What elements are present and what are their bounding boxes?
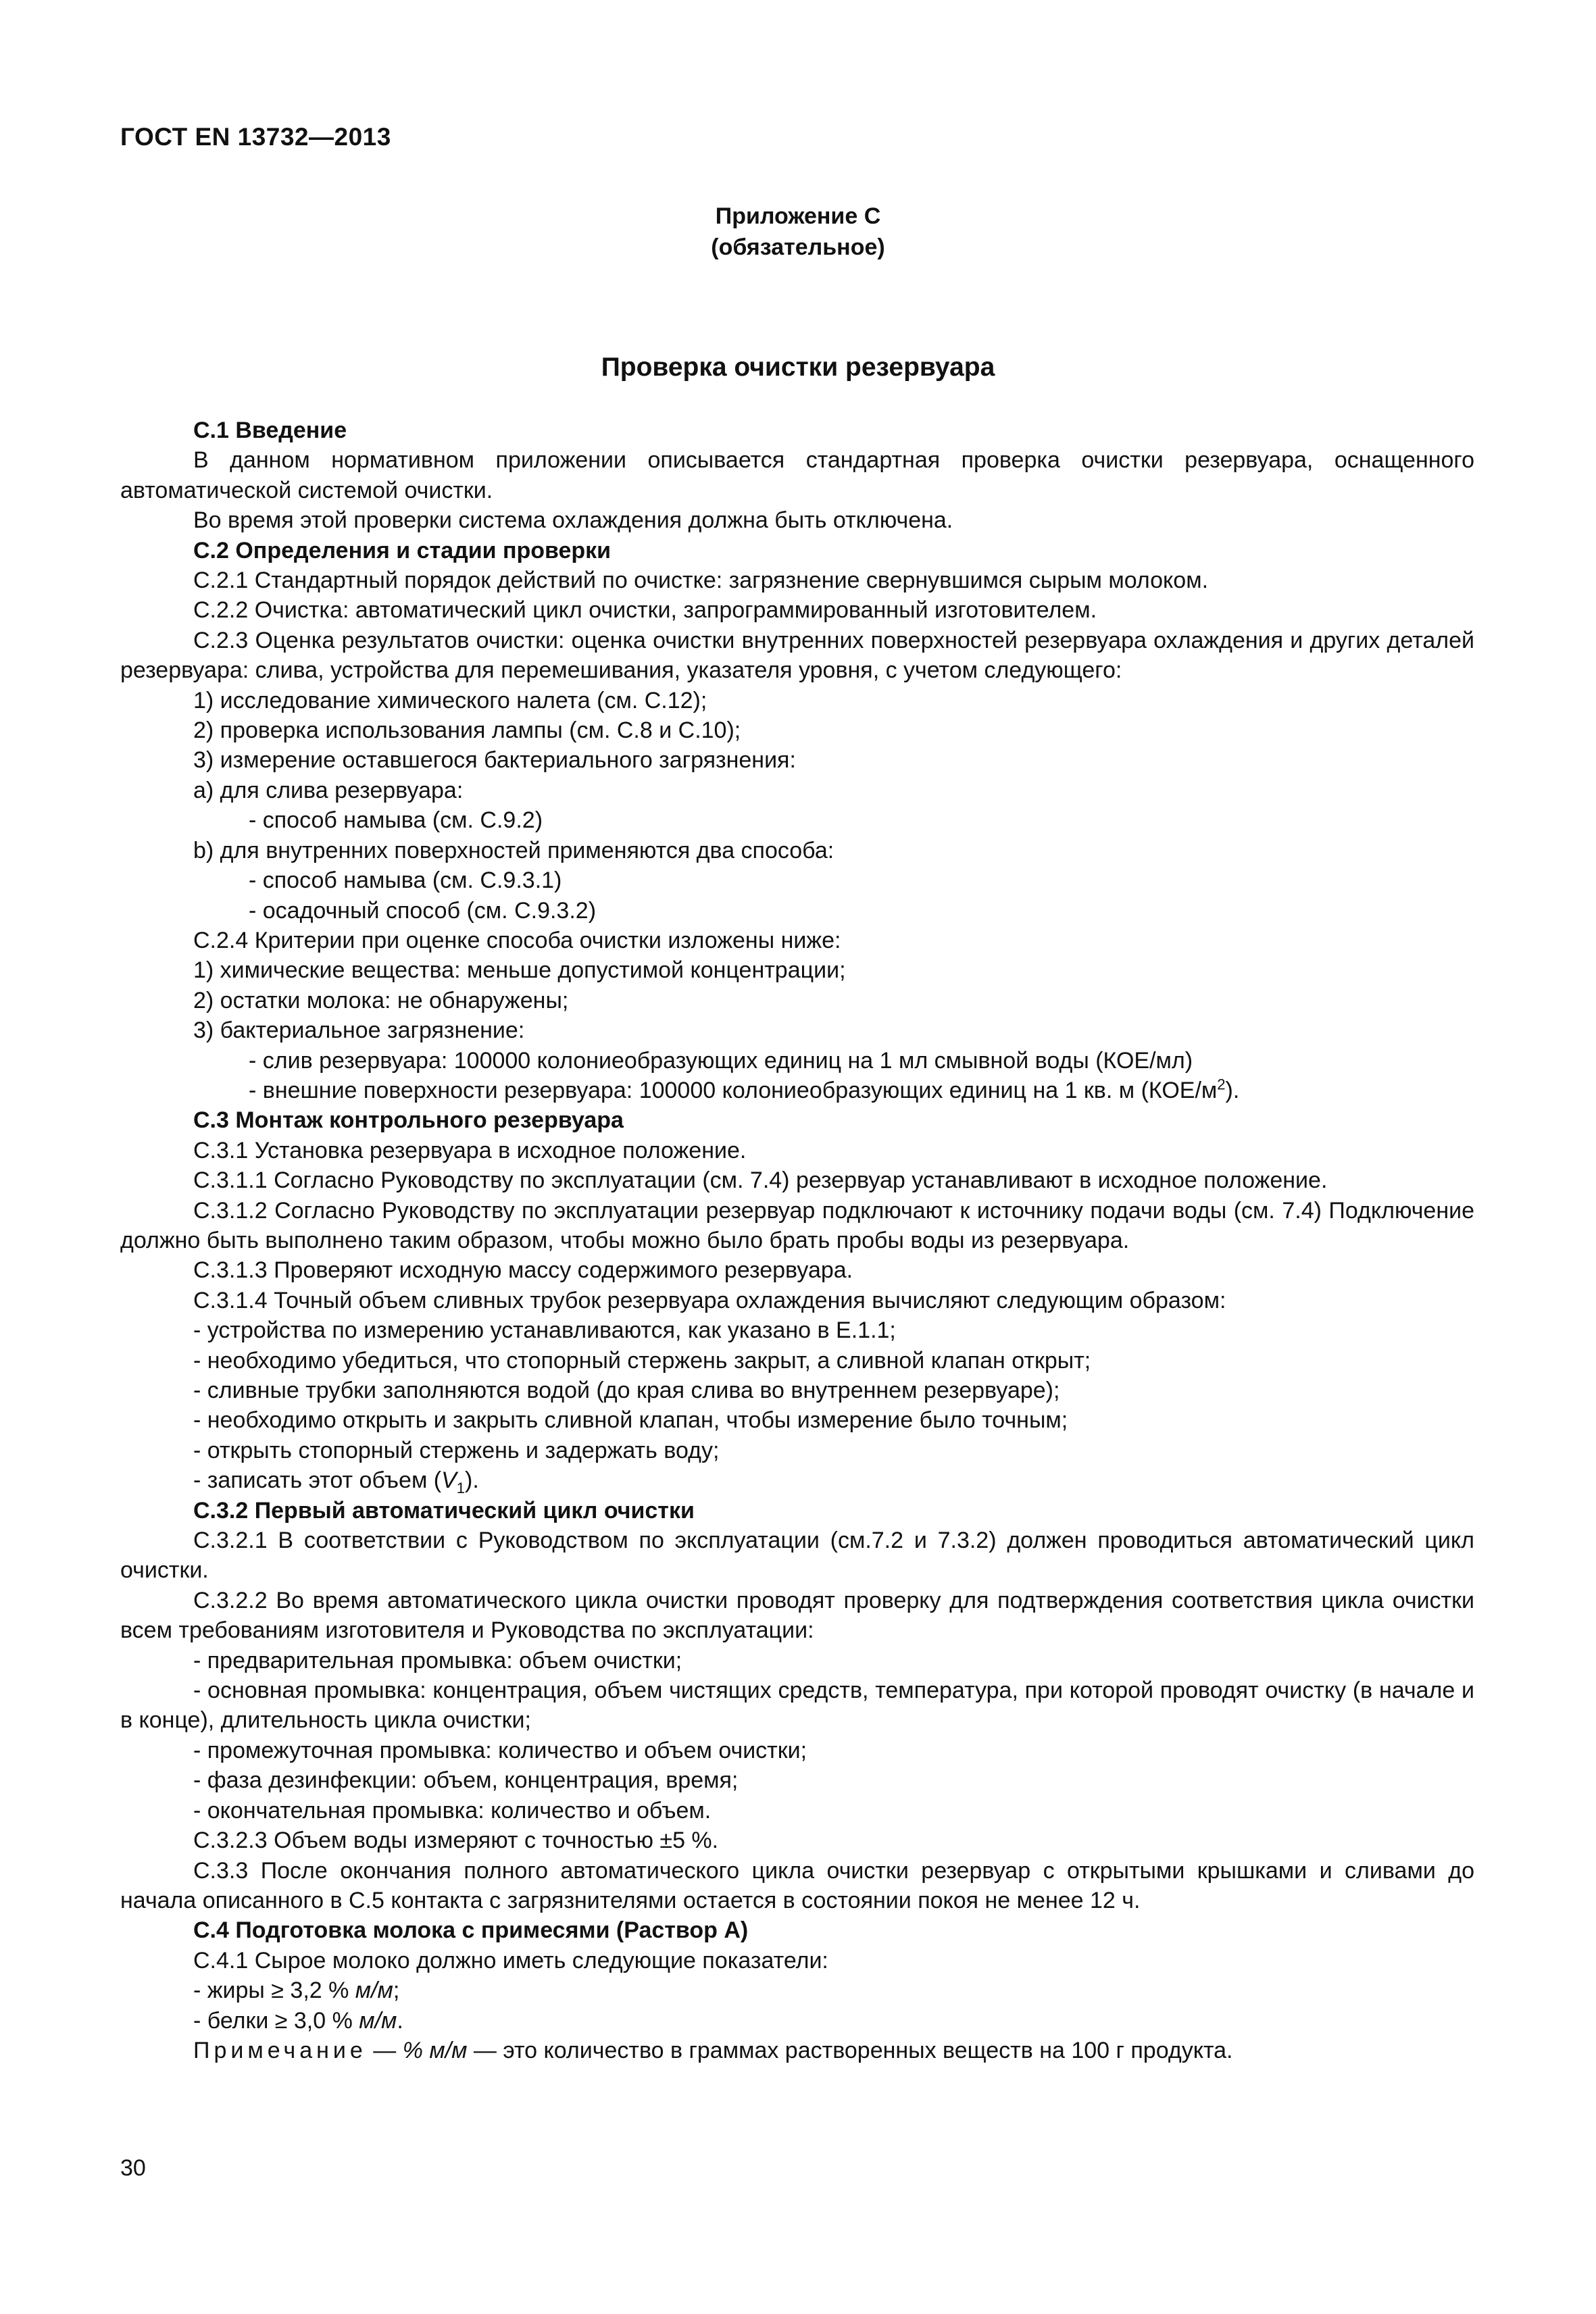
list-item: 3) бактериальное загрязнение: <box>193 1017 525 1044</box>
appendix-title: Приложение С <box>715 203 881 229</box>
text-run: ). <box>465 1467 479 1494</box>
list-item <box>120 1465 1474 1495</box>
list-item <box>120 1976 1474 2005</box>
document-header: ГОСТ EN 13732—2013 <box>120 123 391 151</box>
unit: м/м <box>359 2007 397 2034</box>
clause-text: С.3.1 Установка резервуара в исходное положение. <box>193 1137 747 1163</box>
text-run: . <box>397 2007 403 2034</box>
note <box>120 2036 1474 2065</box>
list-item: - предварительная промывка: объем очистки; <box>193 1647 682 1674</box>
list-item: 1) исследование химического налета (см. С.12); <box>193 687 707 713</box>
text-run: - записать этот объем ( <box>193 1467 442 1494</box>
c1-paragraph: В данном нормативном приложении описывается стандартная проверка очистки резервуара, оснащенного автоматической системой очистки. <box>120 447 1474 503</box>
list-item: - способ намыва (см. С.9.2) <box>249 807 543 834</box>
clause-text: С.3.1.1 Согласно Руководству по эксплуатации (см. 7.4) резервуар устанавливают в исходное положение. <box>193 1167 1328 1194</box>
page-number: 30 <box>120 2155 146 2181</box>
list-item: - осадочный способ (см. С.9.3.2) <box>249 897 597 924</box>
clause-text: С.3.1.3 Проверяют исходную массу содержимого резервуара. <box>193 1257 853 1284</box>
list-item: - открыть стопорный стержень и задержать воду; <box>193 1437 720 1463</box>
clause-text: С.2.1 Стандартный порядок действий по очистке: загрязнение свернувшимся сырым молоком. <box>193 568 1209 594</box>
list-item <box>120 2006 1474 2036</box>
text-run: — это количество в граммах растворенных веществ на 100 г продукта. <box>467 2037 1233 2063</box>
clause-text: С.2.2 Очистка: автоматический цикл очистки, запрограммированный изготовителем. <box>193 597 1097 624</box>
text-run: - белки ≥ 3,0 % <box>193 2007 359 2034</box>
text-run: - внешние поверхности резервуара: 100000 колониеобразующих единиц на 1 кв. м (КОЕ/м <box>249 1077 1218 1103</box>
clause-text: С.3.2.1 В соответствии с Руководством по эксплуатации (см.7.2 и 7.3.2) должен проводиться автоматический цикл очистки. <box>120 1528 1474 1584</box>
c4-heading: С.4 Подготовка молока с примесями (Раствор А) <box>193 1917 749 1944</box>
list-item: 2) остатки молока: не обнаружены; <box>193 987 569 1013</box>
clause-text: С.2.3 Оценка результатов очистки: оценка очистки внутренних поверхностей резервуара охлаждения и других деталей резервуара: слива, устройства для перемешивания, указателя уровня, с учетом следующего: <box>120 627 1474 684</box>
note-label: Примечание <box>193 2037 367 2063</box>
list-item: b) для внутренних поверхностей применяются два способа: <box>193 837 834 863</box>
variable: V <box>441 1467 457 1494</box>
list-item: 1) химические вещества: меньше допустимой концентрации; <box>193 957 846 984</box>
text-run: ; <box>393 1978 400 2004</box>
list-item: - слив резервуара: 100000 колониеобразующих единиц на 1 мл смывной воды (КОЕ/мл) <box>249 1047 1193 1074</box>
text-run: ). <box>1225 1077 1240 1103</box>
section-title: Проверка очистки резервуара <box>601 353 995 382</box>
c3-heading: С.3 Монтаж контрольного резервуара <box>193 1107 624 1134</box>
clause-text: С.3.2.2 Во время автоматического цикла очистки проводят проверку для подтверждения соответствия цикла очистки всем требованиям изготовителя и Руководства по эксплуатации: <box>120 1587 1474 1644</box>
list-item: - фаза дезинфекции: объем, концентрация, время; <box>193 1767 739 1794</box>
appendix-heading <box>0 201 1596 263</box>
clause-text: С.4.1 Сырое молоко должно иметь следующие показатели: <box>193 1947 828 1973</box>
list-item: - сливные трубки заполняются водой (до края слива во внутреннем резервуаре); <box>193 1378 1060 1403</box>
superscript: 2 <box>1217 1076 1226 1093</box>
unit: % м/м <box>402 2037 468 2063</box>
clause-text: С.3.1.4 Точный объем сливных трубок резервуара охлаждения вычисляют следующим образом: <box>193 1287 1226 1313</box>
list-item: - окончательная промывка: количество и объем. <box>193 1797 712 1823</box>
list-item: - необходимо убедиться, что стопорный стержень закрыт, а сливной клапан открыт; <box>193 1347 1091 1374</box>
list-item: - основная промывка: концентрация, объем чистящих средств, температура, при которой проводят очистку (в начале и в конце), длительность цикла очистки; <box>120 1678 1474 1734</box>
list-item <box>120 1076 1474 1105</box>
list-item: 3) измерение оставшегося бактериального загрязнения: <box>193 747 796 774</box>
subscript: 1 <box>456 1480 466 1497</box>
c2-heading: С.2 Определения и стадии проверки <box>193 537 612 563</box>
list-item: - способ намыва (см. С.9.3.1) <box>249 867 562 894</box>
c1-heading: С.1 Введение <box>193 418 347 443</box>
c1-paragraph: Во время этой проверки система охлаждения должна быть отключена. <box>193 507 953 534</box>
document-body <box>120 416 1474 2065</box>
c3-2-heading: С.3.2 Первый автоматический цикл очистки <box>193 1497 695 1524</box>
appendix-subtitle: (обязательное) <box>711 234 885 260</box>
list-item: а) для слива резервуара: <box>193 777 464 803</box>
unit: м/м <box>355 1978 393 2004</box>
clause-text: С.2.4 Критерии при оценке способа очистки изложены ниже: <box>193 927 841 953</box>
clause-text: С.3.2.3 Объем воды измеряют с точностью ±5 %. <box>193 1828 719 1854</box>
list-item: - промежуточная промывка: количество и объем очистки; <box>193 1737 807 1763</box>
clause-text: С.3.1.2 Согласно Руководству по эксплуатации резервуар подключают к источнику подачи воды (см. 7.4) Подключение должно быть выполнено таким образом, чтобы можно было брать пробы воды из резервуара. <box>120 1197 1474 1253</box>
list-item: - устройства по измерению устанавливаются, как указано в Е.1.1; <box>193 1317 896 1344</box>
text-run: — <box>366 2037 403 2063</box>
text-run: - жиры ≥ 3,2 % <box>193 1978 355 2004</box>
clause-text: С.3.3 После окончания полного автоматического цикла очистки резервуар с открытыми крышками и сливами до начала описанного в С.5 контакта с загрязнителями остается в состоянии покоя не менее 12 ч. <box>120 1857 1474 1913</box>
list-item: 2) проверка использования лампы (см. С.8 и С.10); <box>193 718 741 744</box>
list-item: - необходимо открыть и закрыть сливной клапан, чтобы измерение было точным; <box>193 1407 1068 1434</box>
